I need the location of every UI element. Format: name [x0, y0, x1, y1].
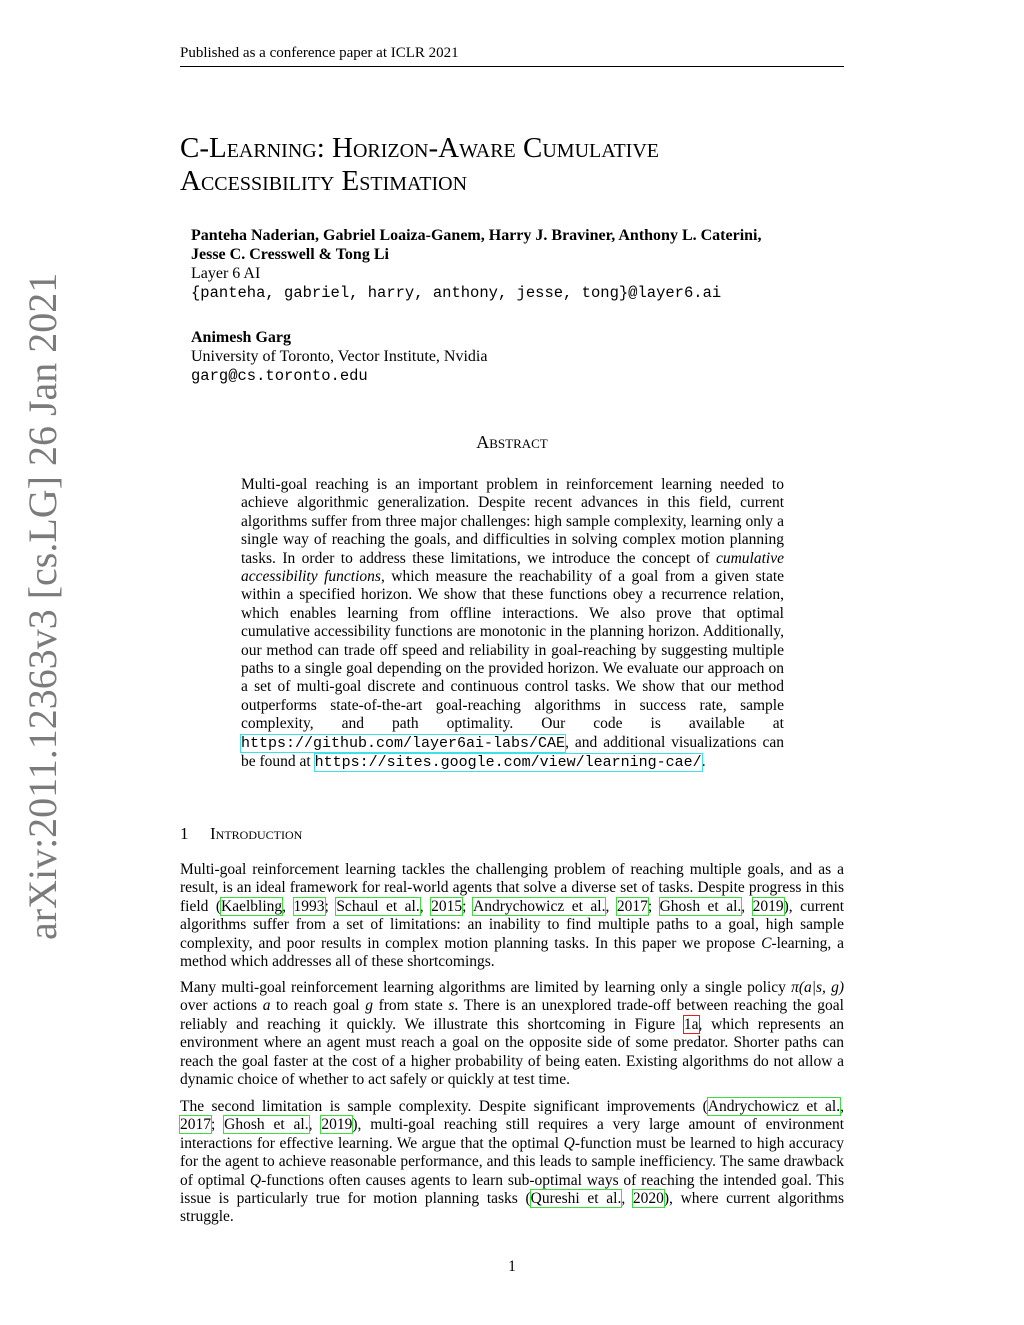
citation-link[interactable]: Ghosh et al. [224, 1116, 309, 1134]
intro-paragraph-2 [180, 979, 844, 1089]
website-link[interactable]: https://sites.google.com/view/learning-cae/ [314, 754, 702, 772]
citation-link[interactable]: 2017 [180, 1116, 211, 1134]
running-header: Published as a conference paper at ICLR 2021 [180, 44, 844, 67]
citation-link[interactable]: 1993 [293, 897, 325, 915]
math-symbol: Q [249, 1171, 262, 1189]
math-symbol: C [761, 934, 772, 952]
text-run: . There is an unexplored trade-off between reaching the goal reliably and reaching it quickly. We illustrate this shortcoming in Figure [180, 997, 844, 1033]
citation-link[interactable]: 2019 [321, 1116, 353, 1134]
figure-reference-link[interactable]: 1a [683, 1015, 699, 1033]
text-run: ), where current algorithms struggle. [180, 1190, 844, 1226]
math-symbol: Q [563, 1134, 575, 1152]
author-names-line-2: Jesse C. Cresswell & Tong Li [191, 246, 389, 263]
text-run: from state [372, 997, 449, 1015]
citation-link[interactable]: 2017 [616, 897, 648, 915]
text-run: Multi-goal reinforcement learning tackles the challenging problem of reaching multiple goals, and as a result, is an ideal framework for real-world agents that solve a diverse set of tasks. Despite progress in this field ( [180, 861, 844, 915]
text-run: -learning, a method which addresses all of these shortcomings. [180, 934, 845, 971]
intro-paragraph-1: Multi-goal reinforcement learning tackles the challenging problem of reaching multiple goals, and as a result, is an ideal framework for real-world agents that solve a diverse set of tasks. Despite progress in this field (Kaelbling, 1993; Schaul et al., 2015; Andrychowicz et al., 2017; Ghosh et al., 2019), current algorithms suffer from a set of limitations: an inability to find multiple paths to a goal, high sample complexity, and poor results in complex motion planning tasks. In this paper we propose C-learning, a method which addresses all of these shortcomings. [180, 861, 845, 971]
text-run: Many multi-goal reinforcement learning algorithms are limited by learning only a single policy [180, 979, 792, 996]
page-number: 1 [508, 1258, 516, 1275]
abstract-part: Multi-goal reaching is an important problem in reinforcement learning needed to achieve algorithmic generalization. Despite recent advances in this field, current algorithms suffer from three major challenges: high sample complexity, learning only a single way of reaching the goals, and difficulties in solving complex motion planning tasks. In order to address these limitations, we introduce the concept of [241, 476, 784, 567]
citation-link[interactable]: 2019 [752, 897, 784, 915]
section-title: Introduction [210, 824, 303, 843]
citation-link[interactable]: Schaul et al. [336, 897, 420, 915]
text-run: ), multi-goal reaching still requires a very large amount of environment interactions for effective learning. We argue that the optimal [180, 1116, 844, 1152]
text-run: -functions often causes agents to learn sub-optimal ways of reaching the intended goal. This issue is particularly true for motion planning tasks ( [180, 1171, 844, 1208]
author-block-toronto [191, 328, 831, 386]
text-run: , which represents an environment where an agent must reach a goal on the opposite side of some predator. Shorter paths can reach the goal faster at the cost of a higher probability of being eaten. Existing algorithms do not allow a dynamic choice of whether to act safely or quickly at test time. [180, 1015, 845, 1089]
arxiv-side-stamp: arXiv:2011.12363v3 [cs.LG] 26 Jan 2021 [20, 272, 65, 940]
abstract-text [241, 476, 784, 773]
text-run: to reach goal [270, 997, 366, 1015]
text-run: ), current algorithms suffer from a set of limitations: an inability to find multiple paths to a goal, high sample complexity, and poor results in complex motion planning tasks. In this paper we propose [180, 897, 845, 952]
text-run: over actions [180, 997, 263, 1015]
author-affiliation-garg: University of Toronto, Vector Institute, Nvidia [191, 348, 488, 365]
paper-title [180, 132, 844, 198]
code-link[interactable]: https://github.com/layer6ai-labs/CAE [241, 734, 566, 752]
citation-link[interactable]: Andrychowicz et al. [473, 897, 606, 915]
author-email[interactable]: {panteha, gabriel, harry, anthony, jesse, tong}@layer6.ai [191, 284, 722, 302]
math-symbol: a [262, 997, 271, 1015]
title-line-2: Accessibility Estimation [180, 165, 468, 197]
author-block-layer6 [191, 226, 831, 303]
citation-link[interactable]: Andrychowicz et al. [707, 1098, 841, 1115]
author-affiliation: Layer 6 AI [191, 265, 261, 282]
math-policy: π(a|s, g) [791, 979, 844, 996]
author-email-garg[interactable]: garg@cs.toronto.edu [191, 367, 368, 385]
citation-link[interactable]: 2015 [431, 897, 463, 915]
section-number: 1 [180, 824, 189, 843]
abstract-heading: Abstract [476, 432, 548, 452]
text-run: -function must be learned to high accuracy for the agent to achieve reasonable performance, and this leads to sample inefficiency. The same drawback of optimal [180, 1134, 844, 1189]
math-symbol: s [448, 997, 455, 1015]
citation-link[interactable]: 2020 [632, 1190, 664, 1208]
abstract-emphasis: cumulative accessibility functions [241, 549, 784, 586]
abstract-part: , and additional visualizations can be found at [241, 733, 784, 771]
citation-link[interactable]: Kaelbling [221, 897, 283, 915]
citation-link[interactable]: Qureshi et al. [530, 1190, 622, 1208]
abstract-part: . [701, 753, 706, 771]
section-heading-introduction [180, 824, 844, 844]
intro-paragraph-3: The second limitation is sample complexity. Despite significant improvements (Andrychowicz et al., 2017; Ghosh et al., 2019), multi-goal reaching still requires a very large amount of environment interactions for effective learning. We argue that the optimal Q-function must be learned to high accuracy for the agent to achieve reasonable performance, and this leads to sample inefficiency. The same drawback of optimal Q-functions often causes agents to learn sub-optimal ways of reaching the intended goal. This issue is particularly true for motion planning tasks (Qureshi et al., 2020), where current algorithms struggle. [180, 1098, 844, 1226]
text-run: The second limitation is sample complexity. Despite significant improvements ( [180, 1098, 708, 1115]
author-name-garg: Animesh Garg [191, 329, 291, 346]
author-names-line-1: Panteha Naderian, Gabriel Loaiza-Ganem, Harry J. Braviner, Anthony L. Caterini, [191, 227, 762, 244]
abstract-part: , which measure the reachability of a goal from a given state within a specified horizon. We show that these functions obey a recurrence relation, which enables learning from offline interactions. We also prove that optimal cumulative accessibility functions are monotonic in the planning horizon. Additionally, our method can trade off speed and reliability in goal-reaching by suggesting multiple paths to a single goal depending on the provided horizon. We evaluate our approach on a set of multi-goal discrete and continuous control tasks. We show that our method outperforms state-of-the-art goal-reaching algorithms in success rate, sample complexity, and path optimality. Our code is available at [241, 568, 785, 733]
math-symbol: g [365, 997, 373, 1015]
citation-link[interactable]: Ghosh et al. [659, 897, 742, 915]
title-line-1: C-Learning: Horizon-Aware Cumulative [180, 132, 660, 164]
